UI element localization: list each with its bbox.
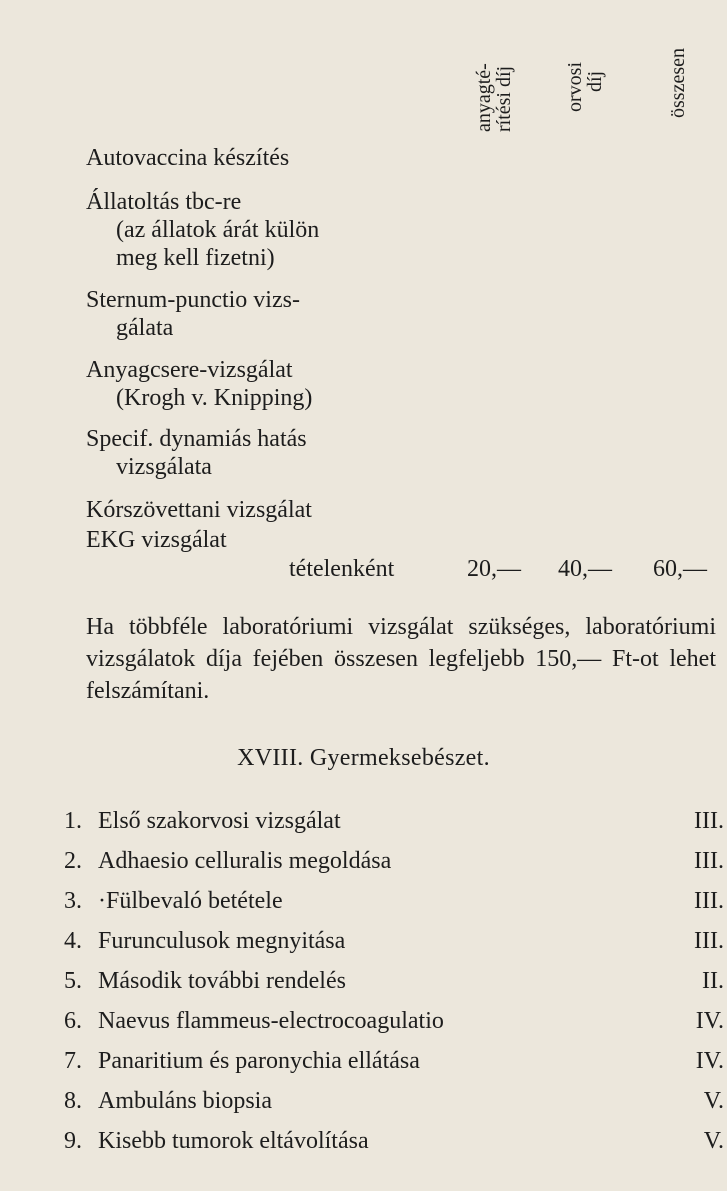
column-header-line: rítési díj	[493, 65, 515, 132]
entry-line: Autovaccina készítés	[86, 145, 290, 171]
item-text: Furunculusok megnyitása	[98, 928, 346, 954]
section-title: XVIII. Gyermeksebészet.	[237, 745, 490, 771]
fee-material: 20,—	[467, 556, 521, 582]
lab-entry-ekg	[86, 526, 227, 554]
entry-line: meg kell fizetni)	[116, 245, 275, 271]
item-category: III.	[694, 888, 724, 914]
entry-line: gálata	[116, 315, 174, 341]
item-text: Adhaesio celluralis megoldása	[98, 848, 392, 874]
item-category: III.	[694, 848, 724, 874]
lab-entry-animal-inoculation	[86, 188, 319, 272]
column-header-total: összesen	[667, 48, 689, 118]
item-category: V.	[703, 1088, 724, 1114]
list-item	[56, 808, 724, 848]
item-number: 2.	[64, 848, 82, 874]
item-category: III.	[694, 928, 724, 954]
entry-line: Állatoltás tbc-re	[86, 189, 242, 215]
entry-line: vizsgálata	[116, 454, 212, 480]
item-number: 1.	[64, 808, 82, 834]
item-number: 3.	[64, 888, 82, 914]
item-text: Panaritium és paronychia ellátása	[98, 1048, 420, 1074]
column-header-line: anyagté-	[473, 63, 495, 132]
entry-line: Specif. dynamiás hatás	[86, 426, 307, 452]
entry-line: Anyagcsere-vizsgálat	[86, 357, 293, 383]
item-category: IV.	[695, 1048, 724, 1074]
item-number: 8.	[64, 1088, 82, 1114]
item-number: 9.	[64, 1128, 82, 1154]
lab-entry-sternum-punctio	[86, 286, 300, 342]
fee-total: 60,—	[653, 556, 707, 582]
list-item	[56, 928, 724, 968]
item-text: Ambuláns biopsia	[98, 1088, 272, 1114]
list-item	[56, 848, 724, 888]
item-category: V.	[703, 1128, 724, 1154]
list-item	[56, 1088, 724, 1128]
item-text: Kisebb tumorok eltávolítása	[98, 1128, 369, 1154]
list-item	[56, 1128, 724, 1168]
item-category: IV.	[695, 1008, 724, 1034]
item-text: Naevus flammeus-electrocoagulatio	[98, 1008, 444, 1034]
procedure-list	[56, 808, 724, 1168]
entry-line: (Krogh v. Knipping)	[116, 385, 313, 411]
column-header-doctor-fee	[565, 62, 605, 112]
item-text: ·Fülbevaló betétele	[98, 888, 283, 914]
item-text: Első szakorvosi vizsgálat	[98, 808, 341, 834]
list-item	[56, 968, 724, 1008]
list-item	[56, 1008, 724, 1048]
item-number: 4.	[64, 928, 82, 954]
column-header-line: díj	[584, 70, 606, 92]
list-item	[56, 1048, 724, 1088]
item-number: 5.	[64, 968, 82, 994]
fee-doctor: 40,—	[558, 556, 612, 582]
item-category: III.	[694, 808, 724, 834]
lab-entry-metabolism	[86, 356, 312, 412]
lab-entry-specific-dynamic	[86, 425, 307, 481]
entry-line: (az állatok árát külön	[116, 217, 320, 243]
fee-label: tételenként	[289, 556, 395, 582]
column-header-line: orvosi	[564, 62, 586, 112]
item-category: II.	[702, 968, 724, 994]
lab-entry-autovaccina	[86, 144, 289, 172]
list-item	[56, 888, 724, 928]
column-header-material-fee	[474, 63, 514, 132]
entry-line: EKG vizsgálat	[86, 527, 227, 553]
lab-limit-paragraph: Ha többféle laboratóriumi vizsgálat szükséges, laboratóriumi vizsgálatok díja fejében összesen legfeljebb 150,— Ft-ot lehet felszámítani.	[86, 614, 716, 704]
item-number: 6.	[64, 1008, 82, 1034]
entry-line: Sternum-punctio vizs-	[86, 287, 300, 313]
entry-line: Kórszövettani vizsgálat	[86, 497, 312, 523]
item-number: 7.	[64, 1048, 82, 1074]
item-text: Második további rendelés	[98, 968, 346, 994]
lab-entry-histopathology	[86, 496, 312, 524]
